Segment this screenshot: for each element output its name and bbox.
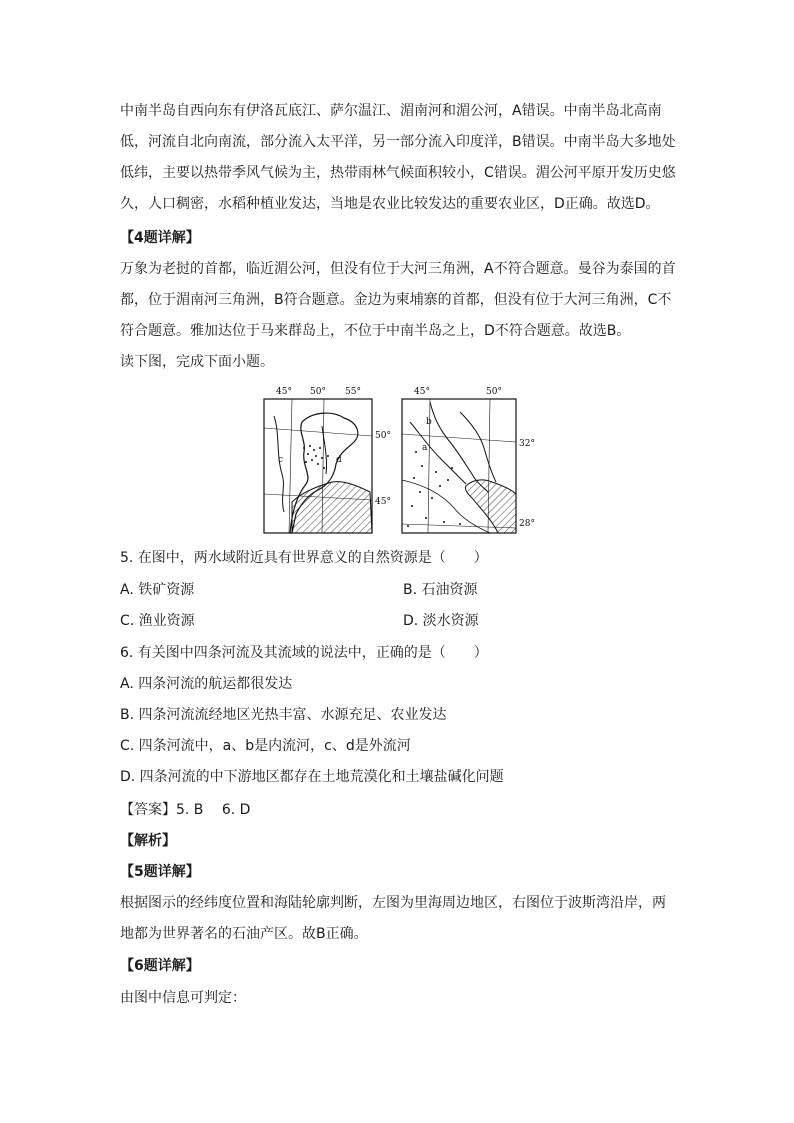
left-map-letter-c: c [278,455,284,465]
paragraph-q4-explanation: 万象为老挝的首都，临近湄公河，但没有位于大河三角洲，A不符合题意。曼谷为泰国的首都，位于湄南河三角洲，B符合题意。金边为柬埔寨的首都，但没有位于大河三角洲，C不符合题意。雅加达位于马来群岛上，不位于中南半岛之上，D不符合题意。故选B。 [120,261,676,339]
question-5-option-c: C. 渔业资源 [120,613,195,629]
right-map-lon-45: 45° [414,387,430,397]
question-6-option-b: B. 四条河流流经地区光热丰富、水源充足、农业发达 [120,707,447,723]
analysis-header: 【解析】 [120,833,176,849]
question-6-option-c: C. 四条河流中，a、b是内流河，c、d是外流河 [120,738,411,754]
left-map-lon-55: 55° [345,387,361,397]
q6-detail-text: 由图中信息可判定： [120,990,246,1006]
left-map-lat-45: 45° [375,497,391,507]
right-map-persian-gulf [400,382,548,536]
q5-detail-text: 根据图示的经纬度位置和海陆轮廓判断，左图为里海周边地区，右图位于波斯湾沿岸，两地都为世界著名的石油产区。故B正确。 [120,895,666,942]
left-map-letter-d: d [336,455,342,465]
left-map-figure [262,382,396,536]
left-map-lon-45: 45° [276,387,292,397]
right-map-lon-50: 50° [486,387,502,397]
paragraph-q3-explanation: 中南半岛自西向东有伊洛瓦底江、萨尔温江、湄南河和湄公河，A错误。中南半岛北高南低，河流自北向南流，部分流入太平洋，另一部分流入印度洋，B错误。中南半岛大多地处低纬，主要以热带季风气候为主，热带雨林气候面积较小，C错误。湄公河平原开发历史悠久，人口稠密，水稻种植业发达，当地是农业比较发达的重要农业区，D正确。故选D。 [120,103,676,212]
right-map-figure [400,382,548,536]
right-map-lat-32: 32° [519,439,535,449]
q6-detail-header: 【6题详解】 [120,958,200,974]
answer-line: 【答案】5. B 6. D [120,802,251,818]
question-5-stem: 5. 在图中，两水域附近具有世界意义的自然资源是（ ） [120,550,488,566]
left-map-lon-50: 50° [310,387,326,397]
left-map-lat-50: 50° [375,431,391,441]
right-map-lat-28: 28° [519,519,535,529]
question-6-option-d: D. 四条河流的中下游地区都存在土地荒漠化和土壤盐碱化问题 [120,769,504,785]
question-5-option-d: D. 淡水资源 [403,613,479,629]
question-6-stem: 6. 有关图中四条河流及其流域的说法中，正确的是（ ） [120,645,488,661]
q4-detail-header: 【4题详解】 [120,230,200,246]
right-map-letter-b: b [426,417,432,427]
question-6-option-a: A. 四条河流的航运都很发达 [120,676,293,692]
question-5-option-a: A. 铁矿资源 [120,582,195,598]
read-map-instruction: 读下图，完成下面小题。 [120,354,274,370]
question-5-option-b: B. 石油资源 [403,582,478,598]
left-map-caspian [262,382,396,536]
right-map-letter-a: a [422,443,428,453]
q5-detail-header: 【5题详解】 [120,864,200,880]
